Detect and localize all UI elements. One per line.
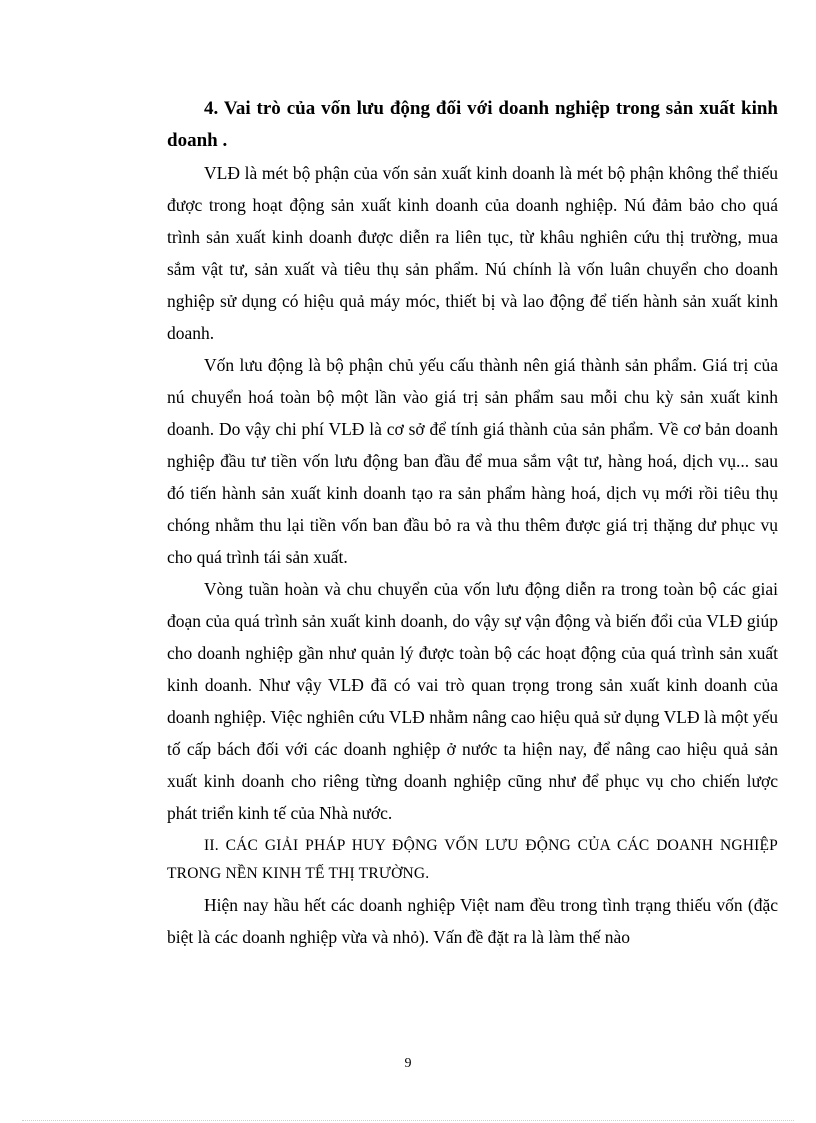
paragraph-role-of-working-capital: VLĐ là mét bộ phận của vốn sản xuất kinh doanh là mét bộ phận không thể thiếu được trong hoạt động sản xuất kinh doanh của doanh nghiệp. Nú đảm bảo cho quá trình sản xuất kinh doanh được diễn ra liên tục, từ khâu nghiên cứu thị trường, mua sắm vật tư, sản xuất và tiêu thụ sản phẩm. Nú chính là vốn luân chuyển cho doanh nghiệp sử dụng có hiệu quả máy móc, thiết bị và lao động để tiến hành sản xuất kinh doanh. [167, 163, 778, 343]
chapter-heading: II. CÁC GIẢI PHÁP HUY ĐỘNG VỐN LƯU ĐỘNG CỦA CÁC DOANH NGHIỆP TRONG NỀN KINH TẾ THỊ TRƯỜNG. [167, 837, 778, 882]
paragraph-cost-structure: Vốn lưu động là bộ phận chủ yếu cấu thành nên giá thành sản phẩm. Giá trị của nú chuyển hoá toàn bộ một lần vào giá trị sản phẩm sau mỗi chu kỳ sản xuất kinh doanh. Do vậy chi phí VLĐ là cơ sở để tính giá thành của sản phẩm. Về cơ bản doanh nghiệp đầu tư tiền vốn lưu động ban đầu để mua sắm vật tư, hàng hoá, dịch vụ... sau đó tiến hành sản xuất kinh doanh tạo ra sản phẩm hàng hoá, dịch vụ mới rồi tiêu thụ chóng nhằm thu lại tiền vốn ban đầu bỏ ra và thu thêm được giá trị thặng dư phục vụ cho quá trình tái sản xuất. [167, 355, 778, 567]
paragraph-capital-shortage: Hiện nay hầu hết các doanh nghiệp Việt nam đều trong tình trạng thiếu vốn (đặc biệt là các doanh nghiệp vừa và nhỏ). Vấn đề đặt ra là làm thế nào [167, 895, 778, 947]
page-content [167, 93, 778, 953]
paragraph-circulation: Vòng tuần hoàn và chu chuyển của vốn lưu động diễn ra trong toàn bộ các giai đoạn của quá trình sản xuất kinh doanh, do vậy sự vận động và biến đổi của VLĐ giúp cho doanh nghiệp gần như quản lý được toàn bộ các hoạt động của quá trình sản xuất kinh doanh. Như vậy VLĐ đã có vai trò quan trọng trong sản xuất kinh doanh của doanh nghiệp. Việc nghiên cứu VLĐ nhằm nâng cao hiệu quả sử dụng VLĐ là một yếu tố cấp bách đối với các doanh nghiệp ở nước ta hiện nay, để nâng cao hiệu quả sản xuất kinh doanh cho riêng từng doanh nghiệp cũng như để phục vụ cho chiến lược phát triển kinh tế của Nhà nước. [167, 579, 778, 823]
section-title: 4. Vai trò của vốn lưu động đối với doanh nghiệp trong sản xuất kinh doanh . [167, 98, 778, 151]
page-bottom-divider [22, 1120, 794, 1121]
page-number: 9 [404, 1056, 412, 1071]
